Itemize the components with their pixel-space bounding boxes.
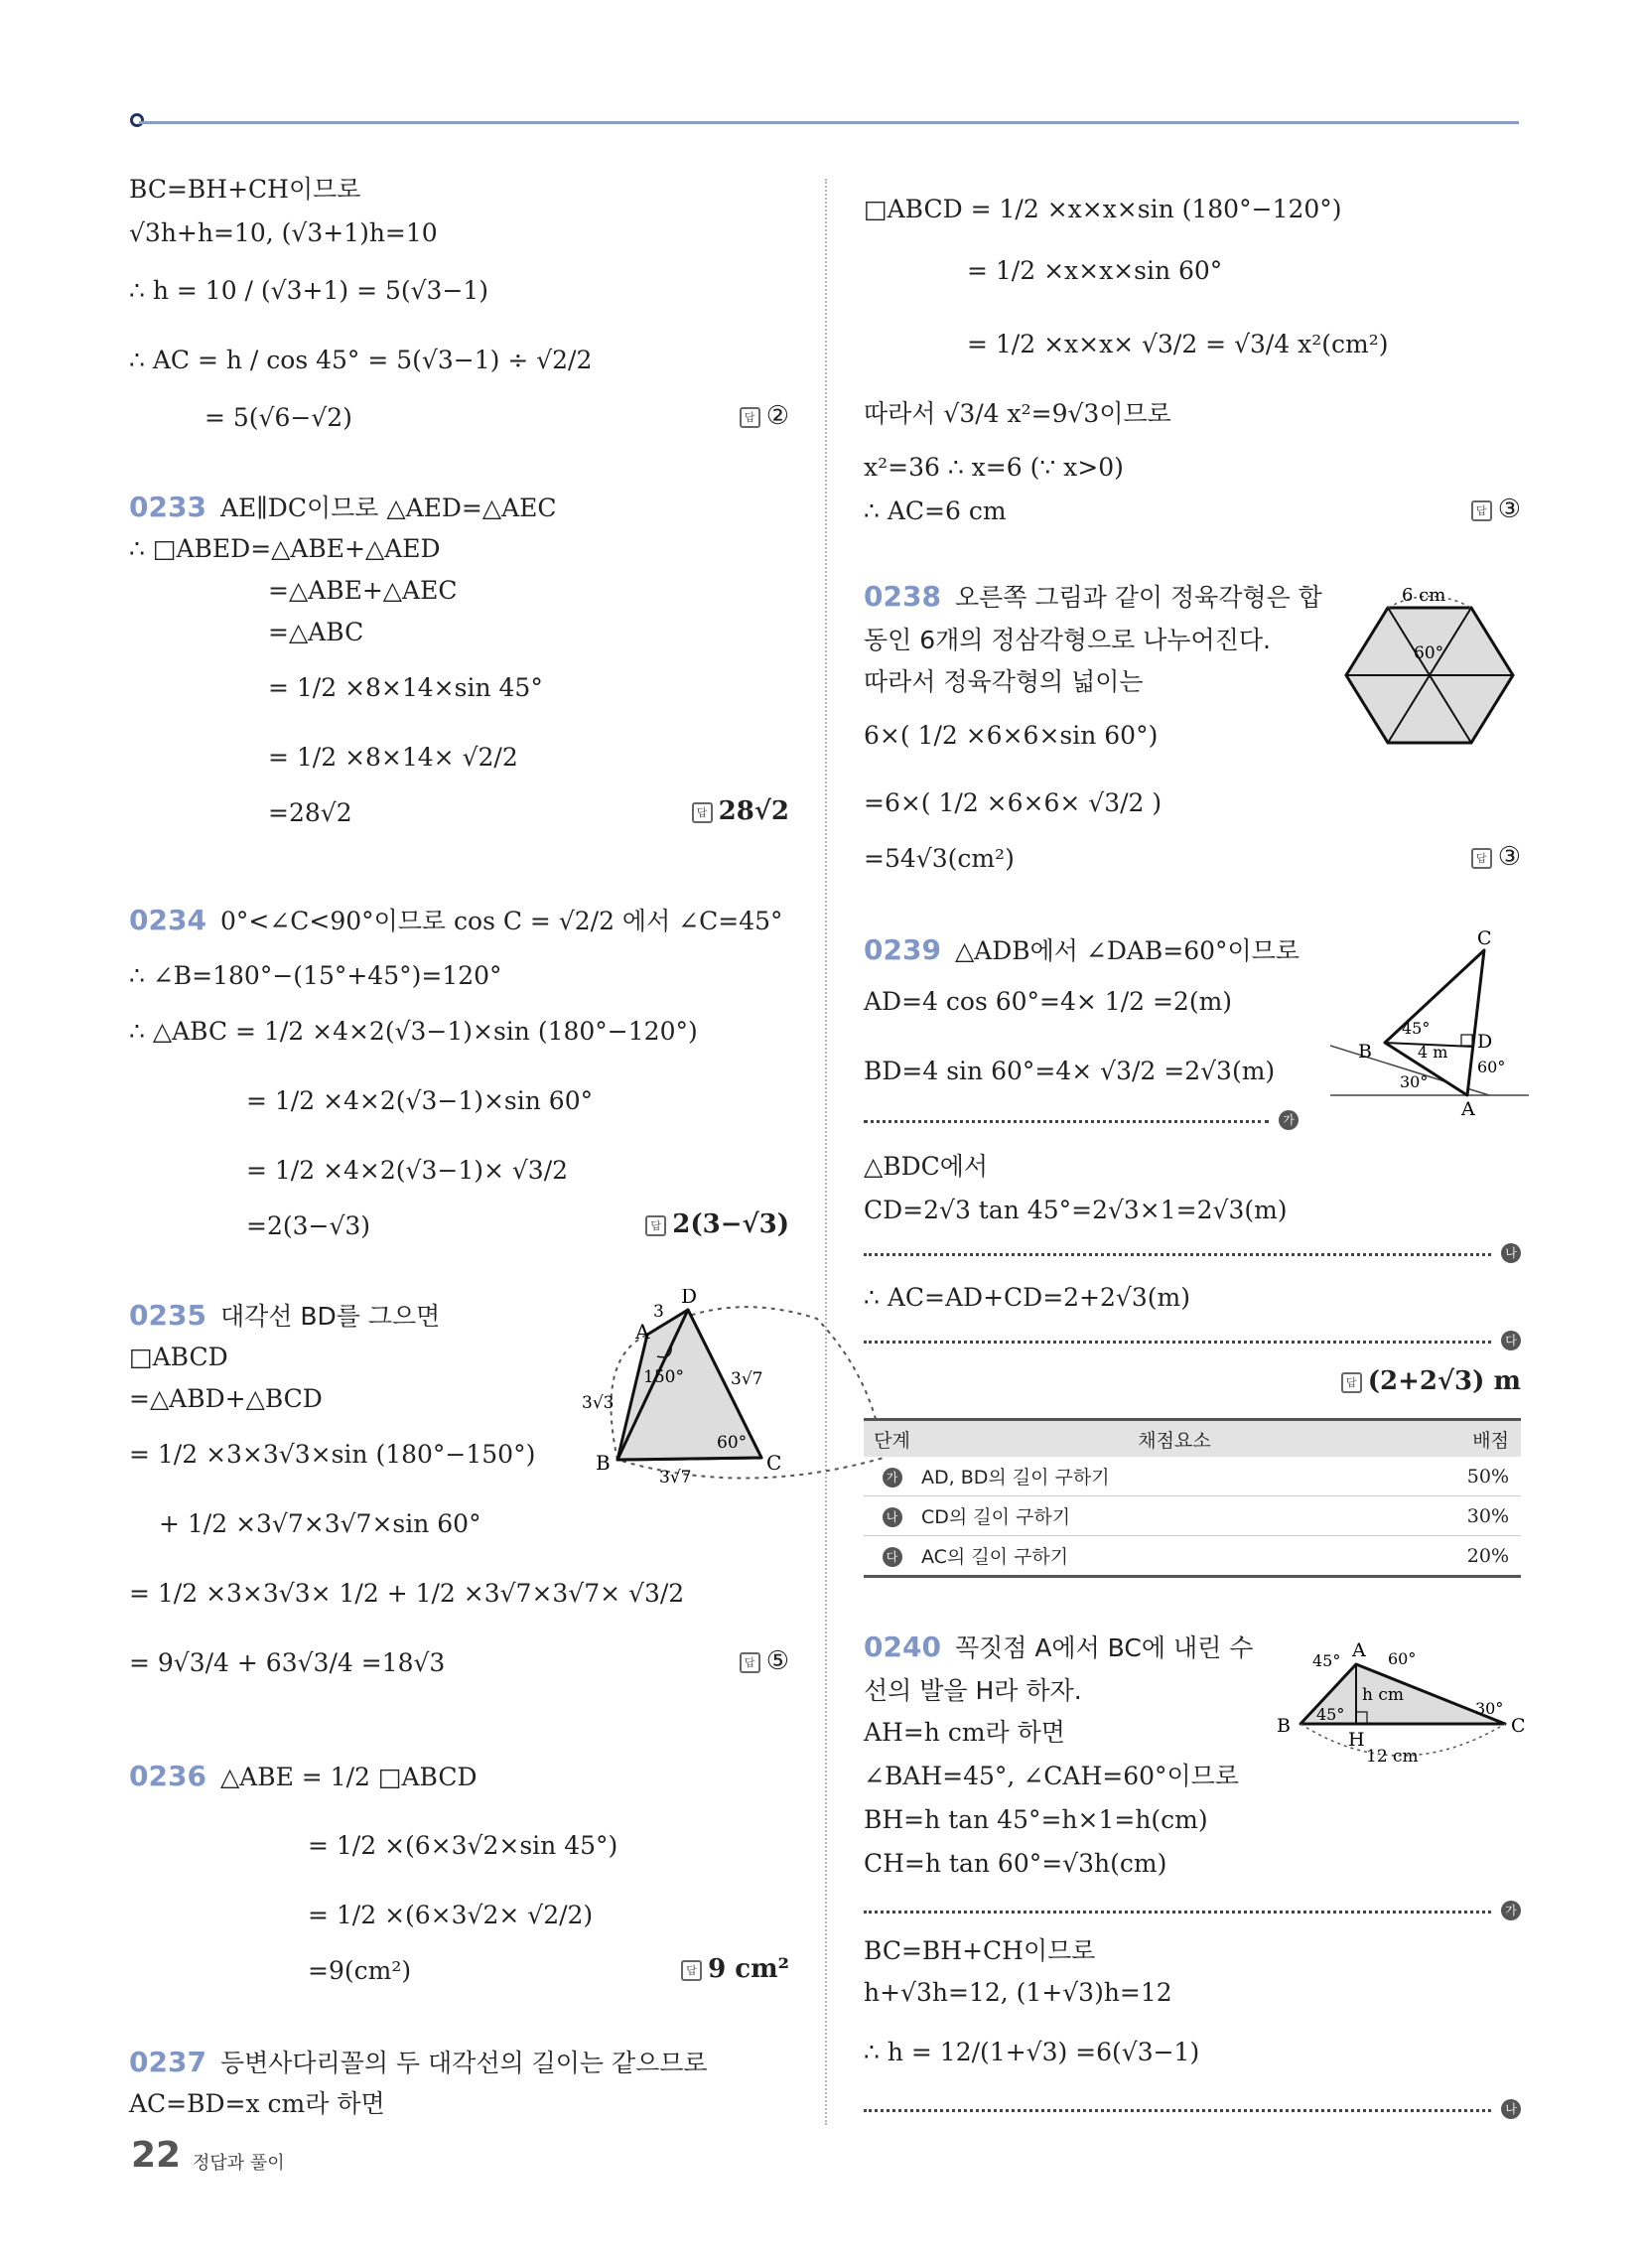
svg-text:30°: 30° <box>1475 1699 1504 1718</box>
solution-line: BD=4 sin 60°=4× √3/2 =2√3(m) <box>864 1057 1276 1085</box>
solution-line: = 9√3/4 + 63√3/4 =18√3 <box>129 1648 446 1677</box>
answer-icon: 답 <box>1471 500 1492 521</box>
solution-line: h+√3h=12, (1+√3)h=12 <box>864 1978 1172 2007</box>
svg-text:60°: 60° <box>717 1433 748 1453</box>
problem-number: 0240 <box>864 1630 941 1663</box>
problem-number: 0235 <box>129 1299 206 1332</box>
table-row: 나 CD의 길이 구하기 30% <box>864 1496 1521 1536</box>
solution-line: = 1/2 ×3×3√3×sin (180°−150°) <box>129 1440 536 1469</box>
svg-text:B: B <box>1358 1041 1372 1063</box>
answer-icon: 답 <box>1471 848 1492 869</box>
problem-header: 0234 0°<∠C<90°이므로 cos C = √2/2 에서 ∠C=45° <box>129 904 783 936</box>
step-marker: 나 <box>1501 2099 1521 2119</box>
svg-text:C: C <box>1511 1715 1526 1737</box>
answer-icon: 답 <box>645 1215 666 1236</box>
problem-number: 0233 <box>129 491 206 523</box>
svg-text:D: D <box>681 1289 698 1308</box>
header-bullet <box>130 113 144 127</box>
svg-text:6 cm: 6 cm <box>1402 585 1446 606</box>
figure-0238-hexagon <box>1340 581 1519 760</box>
svg-text:60°: 60° <box>1388 1649 1417 1668</box>
answer-icon: 답 <box>740 407 760 428</box>
header-rule <box>139 121 1519 124</box>
solution-line: =9(cm²) <box>308 1956 412 1985</box>
solution-line: ∴ △ABC = 1/2 ×4×2(√3−1)×sin (180°−120°) <box>129 1017 698 1046</box>
solution-line: =△ABE+△AEC <box>268 576 458 605</box>
answer-icon: 답 <box>740 1652 760 1673</box>
answer-icon: 답 <box>681 1960 702 1981</box>
dotted-divider <box>864 1120 1269 1123</box>
answer: 답 2(3−√3) <box>645 1209 789 1239</box>
svg-text:45°: 45° <box>1312 1651 1341 1670</box>
svg-text:h cm: h cm <box>1362 1685 1404 1705</box>
solution-line: ∠BAH=45°, ∠CAH=60°이므로 <box>864 1762 1239 1790</box>
answer: 답 ③ <box>1471 842 1521 872</box>
solution-line: AD=4 cos 60°=4× 1/2 =2(m) <box>864 987 1233 1016</box>
svg-text:12 cm: 12 cm <box>1366 1747 1419 1767</box>
solution-line: =54√3(cm²) <box>864 844 1015 873</box>
solution-line: = 1/2 ×3×3√3× 1/2 + 1/2 ×3√7×3√7× √3/2 <box>129 1579 685 1608</box>
step-marker: 나 <box>1501 1243 1521 1263</box>
svg-text:B: B <box>1277 1715 1291 1737</box>
solution-line: = 1/2 ×8×14×sin 45° <box>268 673 543 702</box>
svg-text:3√7: 3√7 <box>659 1468 692 1488</box>
solution-line: BC=BH+CH이므로 <box>129 175 361 204</box>
answer-icon: 답 <box>1341 1372 1362 1393</box>
step-marker: 가 <box>1501 1901 1521 1920</box>
svg-text:150°: 150° <box>643 1367 684 1387</box>
svg-text:4 m: 4 m <box>1418 1043 1448 1062</box>
solution-line: = 1/2 ×4×2(√3−1)× √3/2 <box>246 1156 569 1185</box>
solution-line: = 1/2 ×x×x× √3/2 = √3/4 x²(cm²) <box>967 330 1389 358</box>
solution-line: ∴ AC=6 cm <box>864 496 1007 525</box>
answer-icon: 답 <box>692 802 713 823</box>
solution-line: + 1/2 ×3√7×3√7×sin 60° <box>159 1509 481 1538</box>
problem-header: 0233 AE∥DC이므로 △AED=△AEC <box>129 491 557 523</box>
problem-header: 0236 △ABE = 1/2 □ABCD <box>129 1760 478 1792</box>
solution-line: ∴ □ABED=△ABE+△AED <box>129 534 441 563</box>
solution-line: x²=36 ∴ x=6 (∵ x>0) <box>864 453 1124 482</box>
problem-number: 0239 <box>864 933 941 966</box>
solution-line: △BDC에서 <box>864 1152 989 1181</box>
svg-text:D: D <box>1477 1031 1493 1053</box>
solution-line: ∴ AC = h / cos 45° = 5(√3−1) ÷ √2/2 <box>129 346 593 374</box>
solution-line: = 5(√6−√2) <box>205 403 352 432</box>
svg-text:3√7: 3√7 <box>731 1369 763 1389</box>
answer: 답 9 cm² <box>681 1954 789 1984</box>
solution-line: 따라서 √3/4 x²=9√3이므로 <box>864 399 1171 428</box>
solution-line: BC=BH+CH이므로 <box>864 1936 1096 1965</box>
solution-line: CH=h tan 60°=√3h(cm) <box>864 1849 1167 1878</box>
solution-line: ∴ h = 12/(1+√3) =6(√3−1) <box>864 2038 1200 2066</box>
dotted-divider <box>864 1253 1491 1256</box>
figure-0239-triangle <box>1330 928 1529 1117</box>
dotted-divider <box>864 2109 1491 2112</box>
solution-line: √3h+h=10, (√3+1)h=10 <box>129 218 438 247</box>
svg-text:A: A <box>1461 1098 1475 1117</box>
solution-line: AC=BD=x cm라 하면 <box>129 2089 385 2118</box>
solution-line: = 1/2 ×4×2(√3−1)×sin 60° <box>246 1086 594 1115</box>
solution-line: AH=h cm라 하면 <box>864 1718 1065 1747</box>
svg-text:C: C <box>766 1451 782 1475</box>
svg-text:3: 3 <box>653 1302 664 1322</box>
problem-header: 0240 꼭짓점 A에서 BC에 내린 수 <box>864 1630 1254 1663</box>
svg-text:60°: 60° <box>1477 1058 1506 1076</box>
solution-line: □ABCD = 1/2 ×x×x×sin (180°−120°) <box>864 195 1342 223</box>
solution-line: =28√2 <box>268 798 352 827</box>
footer-label: 정답과 풀이 <box>193 2153 285 2174</box>
problem-number: 0236 <box>129 1760 206 1792</box>
problem-header: 0235 대각선 BD를 그으면 <box>129 1299 441 1332</box>
page-number: 22 <box>131 2135 182 2176</box>
solution-line: = 1/2 ×(6×3√2×sin 45°) <box>308 1831 618 1860</box>
problem-number: 0237 <box>129 2046 206 2078</box>
svg-text:B: B <box>596 1451 611 1475</box>
solution-line: ∴ ∠B=180°−(15°+45°)=120° <box>129 961 502 990</box>
scoring-table <box>864 1418 1521 1578</box>
svg-text:H: H <box>1348 1729 1365 1751</box>
step-marker: 가 <box>1279 1110 1299 1130</box>
solution-line: □ABCD <box>129 1343 228 1371</box>
svg-text:A: A <box>635 1320 650 1344</box>
answer: 답 ② <box>740 401 789 431</box>
answer: 답 ③ <box>1471 495 1521 524</box>
svg-text:C: C <box>1477 928 1492 949</box>
dotted-divider <box>864 1911 1491 1914</box>
answer: 답 28√2 <box>692 796 789 826</box>
solution-line: =△ABD+△BCD <box>129 1384 323 1413</box>
step-marker: 다 <box>1501 1331 1521 1350</box>
solution-line: ∴ h = 10 / (√3+1) = 5(√3−1) <box>129 276 489 305</box>
figure-0240-triangle <box>1271 1629 1529 1768</box>
solution-line: 따라서 정육각형의 넓이는 <box>864 667 1144 696</box>
solution-line: CD=2√3 tan 45°=2√3×1=2√3(m) <box>864 1196 1288 1224</box>
solution-line: 선의 발을 H라 하자. <box>864 1676 1082 1705</box>
solution-line: BH=h tan 45°=h×1=h(cm) <box>864 1805 1208 1834</box>
table-row: 가 AD, BD의 길이 구하기 50% <box>864 1457 1521 1496</box>
solution-line: 6×( 1/2 ×6×6×sin 60°) <box>864 721 1159 750</box>
solution-line: 동인 6개의 정삼각형으로 나누어진다. <box>864 626 1271 654</box>
svg-text:45°: 45° <box>1316 1705 1345 1724</box>
svg-text:45°: 45° <box>1402 1019 1431 1038</box>
solution-line: =6×( 1/2 ×6×6× √3/2 ) <box>864 788 1163 817</box>
table-row: 다 AC의 길이 구하기 20% <box>864 1536 1521 1577</box>
solution-line: =△ABC <box>268 618 364 646</box>
solution-line: = 1/2 ×(6×3√2× √2/2) <box>308 1901 594 1929</box>
column-divider <box>825 179 827 2125</box>
solution-line: = 1/2 ×x×x×sin 60° <box>967 256 1223 285</box>
svg-text:3√3: 3√3 <box>582 1393 615 1413</box>
problem-number: 0238 <box>864 580 941 613</box>
solution-line: =2(3−√3) <box>246 1211 371 1240</box>
answer: 답 ⑤ <box>740 1646 789 1676</box>
problem-header: 0239 △ADB에서 ∠DAB=60°이므로 <box>864 933 1300 966</box>
solution-line: = 1/2 ×8×14× √2/2 <box>268 743 518 772</box>
answer: 답 (2+2√3) m <box>1341 1366 1521 1396</box>
table-header: 단계 채점요소 배점 <box>864 1420 1521 1458</box>
svg-text:A: A <box>1352 1639 1366 1661</box>
problem-header: 0238 오른쪽 그림과 같이 정육각형은 합 <box>864 580 1322 613</box>
dotted-divider <box>864 1341 1491 1344</box>
problem-header: 0237 등변사다리꼴의 두 대각선의 길이는 같으므로 <box>129 2046 708 2078</box>
problem-number: 0234 <box>129 904 206 936</box>
svg-text:30°: 30° <box>1400 1072 1429 1091</box>
svg-text:60°: 60° <box>1414 643 1444 663</box>
solution-line: ∴ AC=AD+CD=2+2√3(m) <box>864 1283 1190 1312</box>
